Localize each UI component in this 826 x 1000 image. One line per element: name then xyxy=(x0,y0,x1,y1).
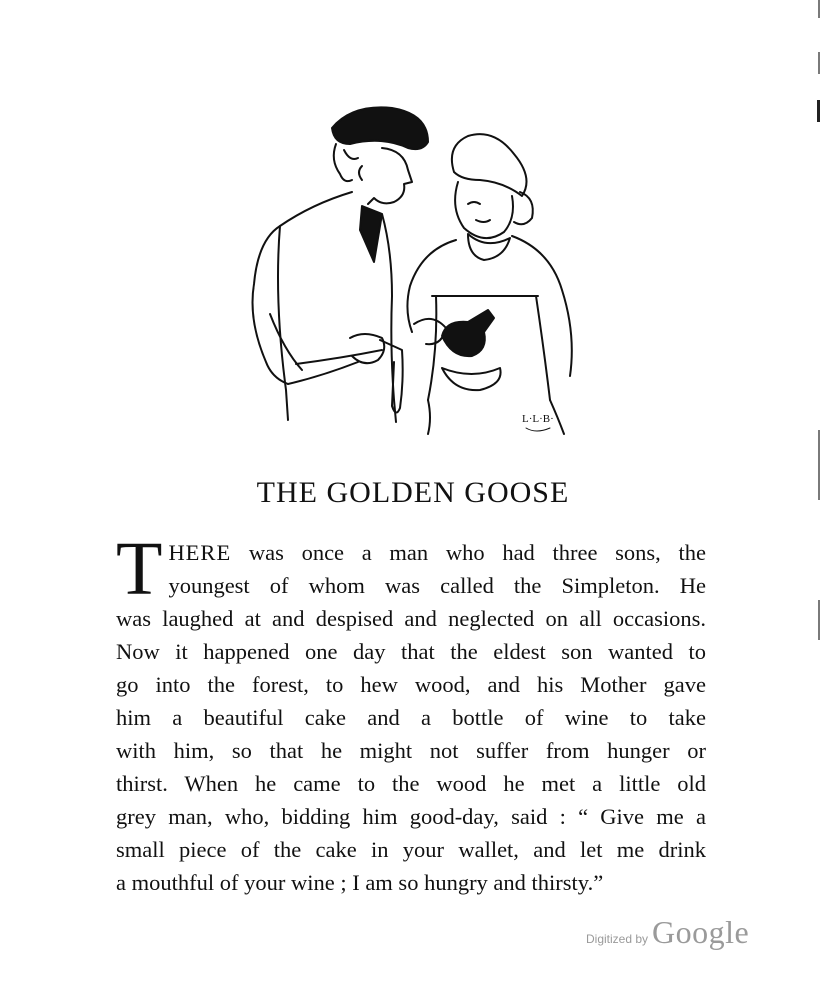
man-front xyxy=(382,214,396,422)
woman-face xyxy=(455,182,513,238)
drop-cap: T xyxy=(116,527,163,611)
man-shirt xyxy=(253,192,353,384)
text-line-2: youngest of whom was called the Simpleton. He xyxy=(168,573,706,598)
text-line-6: him a beautiful cake and a bottle of wine to take xyxy=(116,705,706,730)
man-ear xyxy=(359,166,362,180)
text-line-5: go into the forest, to hew wood, and his Mother gave xyxy=(116,672,706,697)
text-line-11: a mouthful of your wine ; I am so hungry and thirsty.” xyxy=(116,870,604,895)
man-cap xyxy=(332,107,428,149)
woman-body xyxy=(407,236,571,376)
page-edge-mark xyxy=(818,0,820,18)
text-line-10: small piece of the cake in your wallet, and let me drink xyxy=(116,837,706,862)
text-line-4: Now it happened one day that the eldest son wanted to xyxy=(116,639,706,664)
man-back xyxy=(278,226,288,420)
woman-hand-lower xyxy=(442,368,501,390)
man-hand xyxy=(350,334,384,363)
page-edge-mark xyxy=(817,100,820,122)
watermark-logo: Google xyxy=(652,914,750,950)
page-edge-mark xyxy=(818,600,820,640)
woman-eye xyxy=(468,202,480,204)
story-title: THE GOLDEN GOOSE xyxy=(256,476,570,509)
watermark-prefix: Digitized by xyxy=(586,932,649,946)
page-edge-mark xyxy=(818,52,820,74)
text-line-7: with him, so that he might not suffer from hunger or xyxy=(116,738,706,763)
signature-underline xyxy=(526,428,550,431)
text-line-1: HERE was once a man who had three sons, the xyxy=(168,540,706,565)
story-illustration xyxy=(232,100,592,440)
woman-bonnet xyxy=(452,134,527,196)
man-neckerchief xyxy=(360,206,382,262)
text-line-9: grey man, who, bidding him good-day, said : “ Give me a xyxy=(116,804,706,829)
man-face xyxy=(368,148,412,204)
woman-bonnet-frill xyxy=(514,192,533,224)
woman-hand xyxy=(414,319,446,344)
story-body xyxy=(116,527,706,899)
woman-mouth xyxy=(476,220,490,222)
man-waist xyxy=(296,350,382,364)
text-line-3: was laughed at and despised and neglected on all occasions. xyxy=(116,606,706,631)
digitized-watermark xyxy=(586,914,749,951)
bottle xyxy=(442,310,494,356)
illustrator-signature: L·L·B· xyxy=(522,413,554,425)
text-line-8: thirst. When he came to the wood he met a little old xyxy=(116,771,706,796)
first-word-rest: HERE xyxy=(168,540,232,565)
man-hair xyxy=(334,144,358,181)
